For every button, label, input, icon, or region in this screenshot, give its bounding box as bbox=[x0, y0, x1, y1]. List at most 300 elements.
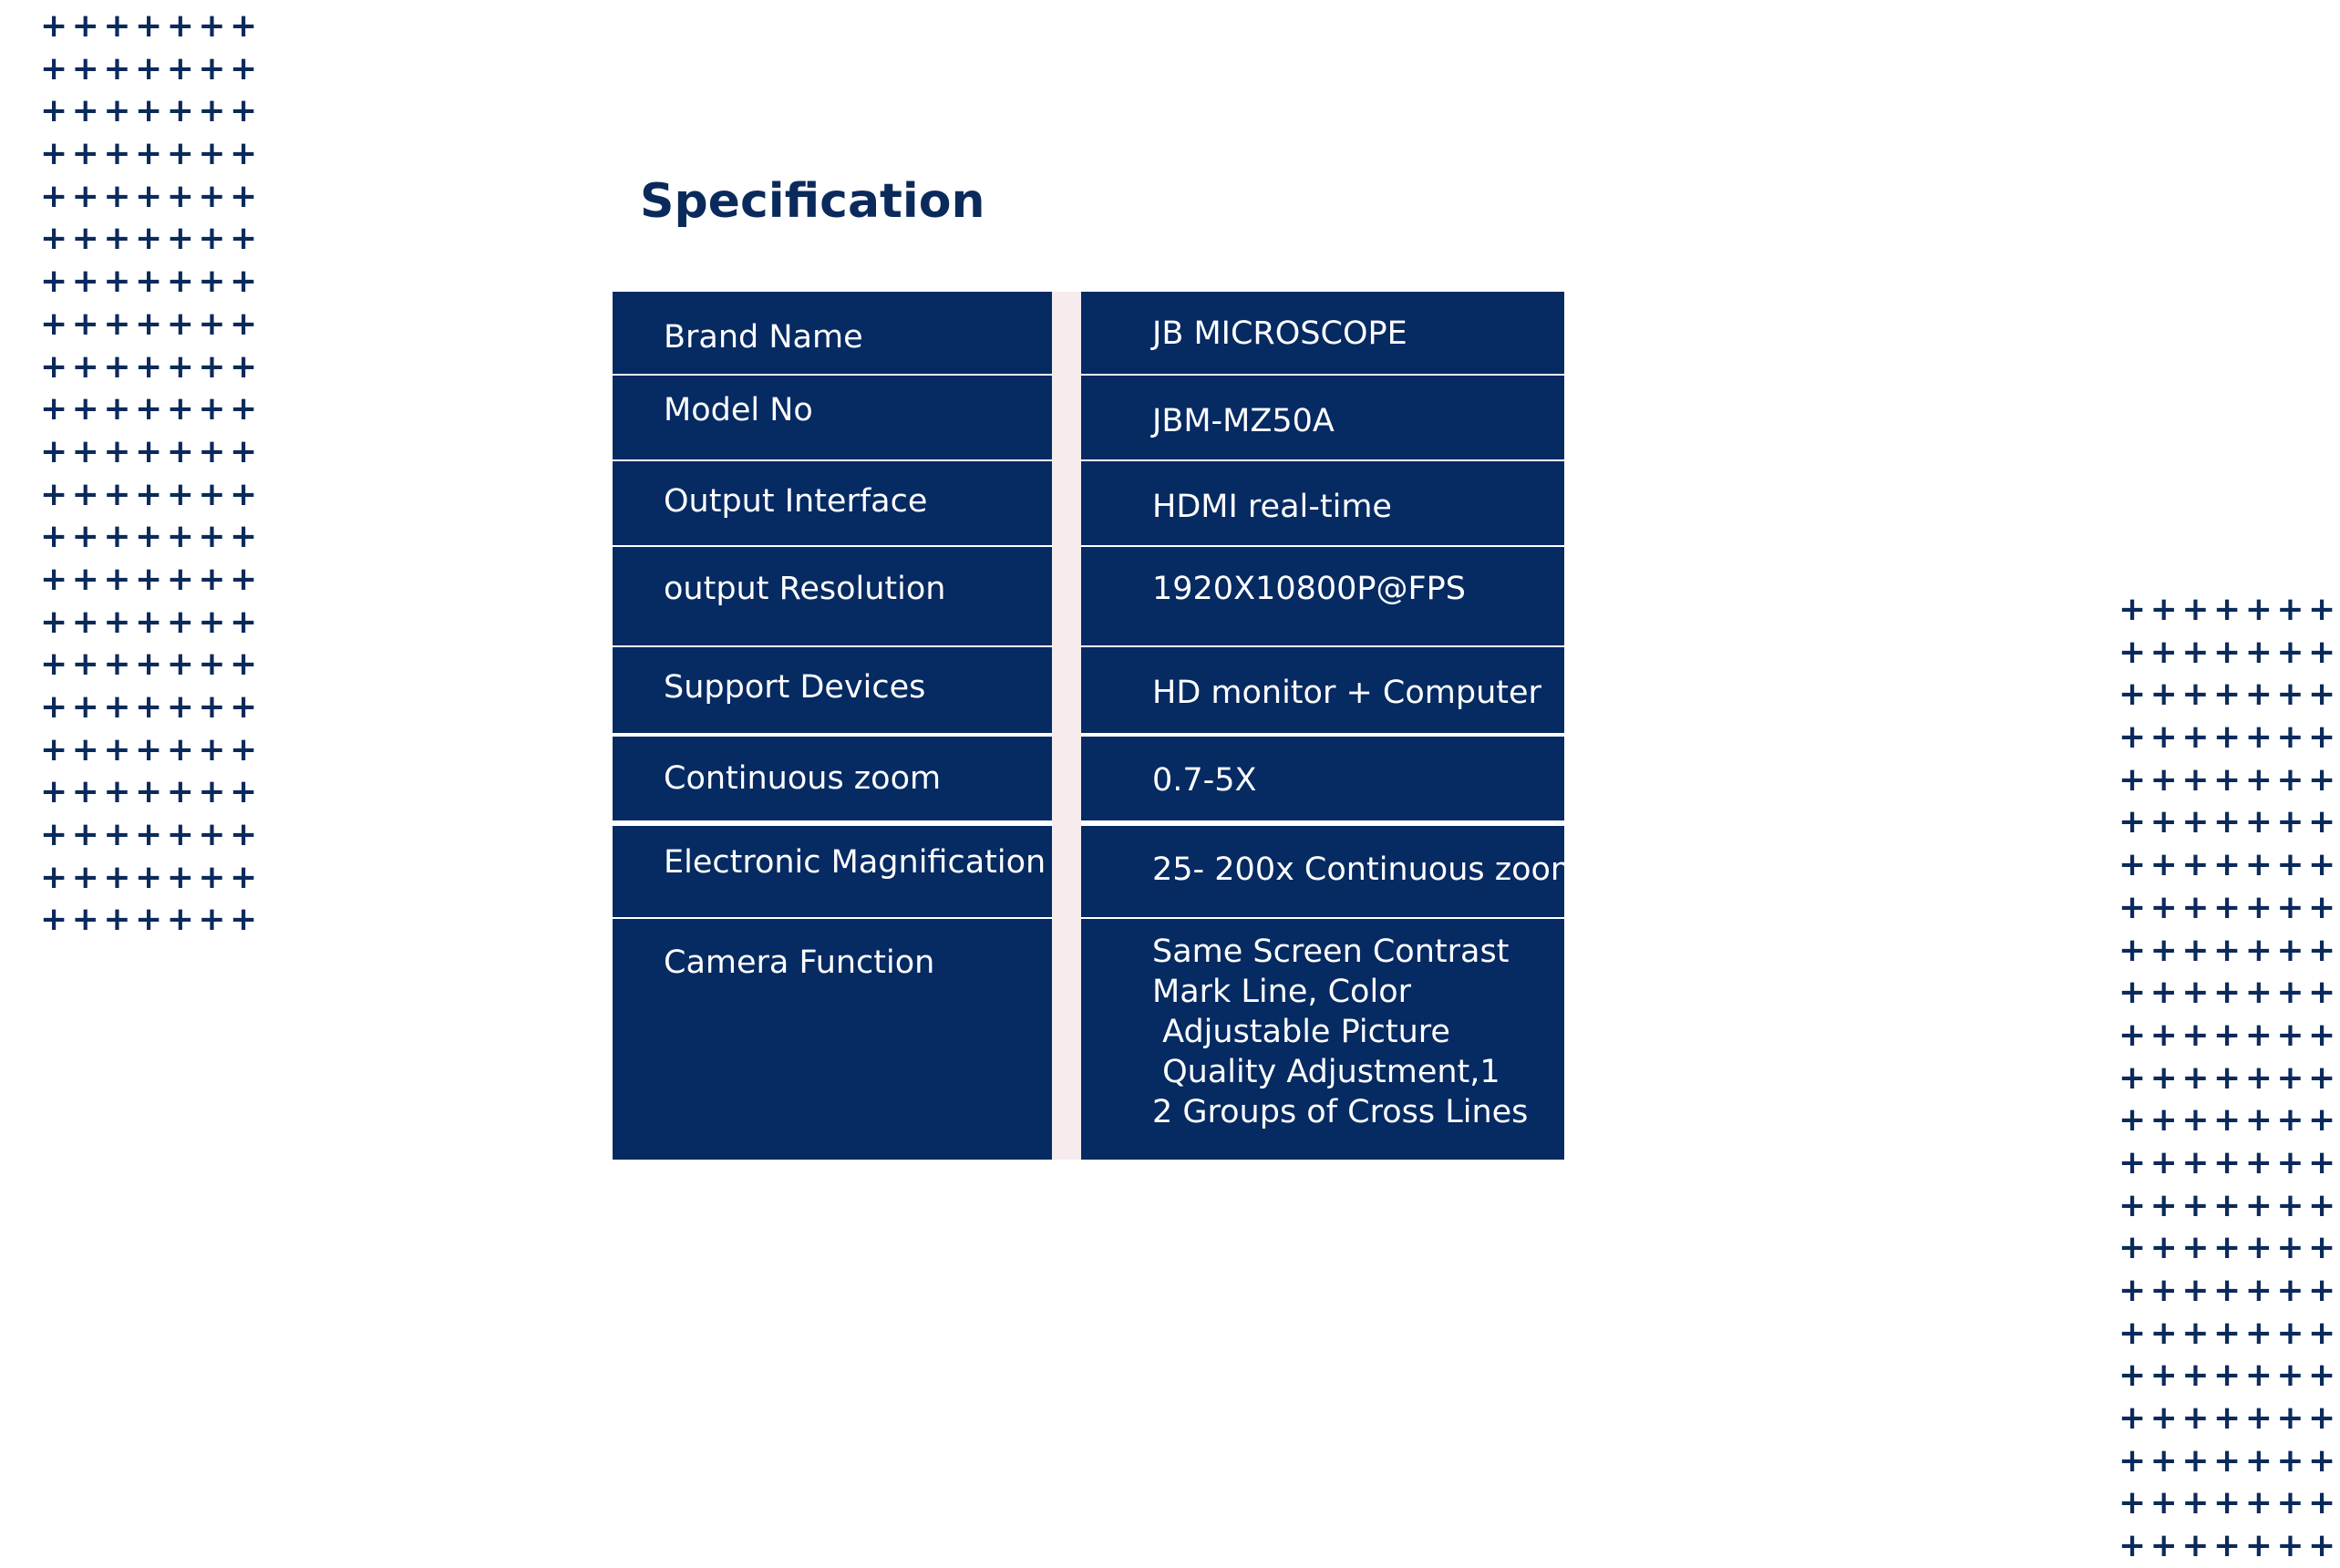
plus-pattern-right bbox=[2118, 589, 2340, 1568]
plus-icon: + bbox=[2276, 888, 2309, 926]
plus-icon: + bbox=[2276, 1272, 2309, 1309]
plus-icon: + bbox=[2308, 846, 2340, 884]
plus-icon: + bbox=[2276, 718, 2309, 757]
plus-icon: + bbox=[2118, 760, 2150, 799]
plus-icon: + bbox=[2308, 1016, 2340, 1054]
plus-row bbox=[2118, 801, 2340, 844]
plus-icon: + bbox=[40, 603, 72, 641]
plus-icon: + bbox=[2181, 1357, 2214, 1395]
plus-icon: + bbox=[2308, 974, 2340, 1012]
spec-row-model-no bbox=[613, 376, 1564, 459]
plus-icon: + bbox=[71, 730, 104, 769]
plus-icon: + bbox=[2149, 803, 2182, 841]
plus-icon: + bbox=[135, 7, 167, 45]
spec-label-cell bbox=[613, 461, 1052, 545]
plus-icon: + bbox=[2149, 1441, 2182, 1480]
plus-icon: + bbox=[2149, 1058, 2182, 1097]
plus-icon: + bbox=[2213, 633, 2245, 671]
plus-icon: + bbox=[2276, 803, 2309, 841]
plus-icon: + bbox=[40, 518, 72, 556]
plus-icon: + bbox=[166, 432, 199, 470]
plus-icon: + bbox=[40, 645, 72, 684]
plus-icon: + bbox=[2213, 1314, 2245, 1352]
plus-icon: + bbox=[135, 135, 167, 173]
plus-icon: + bbox=[2118, 1357, 2150, 1395]
plus-icon: + bbox=[2181, 974, 2214, 1012]
plus-icon: + bbox=[198, 304, 231, 343]
plus-icon: + bbox=[135, 390, 167, 428]
plus-icon: + bbox=[2244, 718, 2277, 757]
plus-row bbox=[2118, 1525, 2340, 1568]
plus-row bbox=[40, 559, 262, 602]
plus-icon: + bbox=[2213, 1101, 2245, 1140]
plus-icon: + bbox=[166, 263, 199, 301]
plus-icon: + bbox=[2213, 1186, 2245, 1224]
plus-icon: + bbox=[2118, 1143, 2150, 1181]
plus-icon: + bbox=[2149, 676, 2182, 714]
plus-icon: + bbox=[2213, 760, 2245, 799]
plus-icon: + bbox=[2181, 1314, 2214, 1352]
plus-icon: + bbox=[2244, 633, 2277, 671]
plus-icon: + bbox=[2118, 1314, 2150, 1352]
plus-icon: + bbox=[135, 49, 167, 88]
plus-icon: + bbox=[2149, 1186, 2182, 1224]
plus-icon: + bbox=[40, 816, 72, 854]
plus-icon: + bbox=[135, 475, 167, 513]
spec-row-continuous-zoom bbox=[613, 737, 1564, 820]
plus-icon: + bbox=[2181, 718, 2214, 757]
plus-icon: + bbox=[2244, 846, 2277, 884]
plus-icon: + bbox=[198, 730, 231, 769]
plus-icon: + bbox=[135, 220, 167, 258]
plus-icon: + bbox=[2244, 1186, 2277, 1224]
spec-value: JB MICROSCOPE bbox=[1152, 315, 1407, 352]
plus-icon: + bbox=[2149, 1357, 2182, 1395]
plus-icon: + bbox=[166, 560, 199, 598]
plus-icon: + bbox=[2244, 1357, 2277, 1395]
plus-icon: + bbox=[2149, 633, 2182, 671]
plus-icon: + bbox=[40, 688, 72, 726]
plus-icon: + bbox=[71, 858, 104, 896]
plus-row bbox=[40, 90, 262, 133]
plus-icon: + bbox=[103, 390, 136, 428]
plus-icon: + bbox=[198, 688, 231, 726]
spec-value: HDMI real-time bbox=[1152, 489, 1392, 525]
plus-icon: + bbox=[166, 858, 199, 896]
plus-icon: + bbox=[71, 645, 104, 684]
plus-row bbox=[40, 814, 262, 857]
plus-icon: + bbox=[198, 645, 231, 684]
plus-icon: + bbox=[103, 773, 136, 811]
plus-icon: + bbox=[2181, 1441, 2214, 1480]
plus-row bbox=[2118, 759, 2340, 802]
plus-icon: + bbox=[2149, 888, 2182, 926]
plus-icon: + bbox=[71, 475, 104, 513]
plus-row bbox=[40, 5, 262, 48]
plus-row bbox=[40, 218, 262, 261]
plus-icon: + bbox=[71, 263, 104, 301]
plus-icon: + bbox=[2244, 1527, 2277, 1565]
plus-icon: + bbox=[40, 390, 72, 428]
plus-icon: + bbox=[40, 177, 72, 215]
plus-icon: + bbox=[71, 135, 104, 173]
plus-row bbox=[2118, 1099, 2340, 1142]
plus-icon: + bbox=[71, 177, 104, 215]
plus-icon: + bbox=[198, 177, 231, 215]
plus-row bbox=[2118, 1227, 2340, 1270]
plus-row bbox=[40, 729, 262, 772]
page-title: Specification bbox=[640, 174, 985, 229]
spec-label-cell bbox=[613, 826, 1052, 917]
plus-icon: + bbox=[230, 816, 262, 854]
plus-icon: + bbox=[2213, 591, 2245, 628]
spec-label-cell bbox=[613, 647, 1052, 733]
plus-icon: + bbox=[230, 560, 262, 598]
plus-icon: + bbox=[2276, 591, 2309, 628]
plus-row bbox=[2118, 1270, 2340, 1313]
plus-icon: + bbox=[2244, 591, 2277, 628]
spec-label: Electronic Magnification bbox=[664, 844, 1046, 881]
plus-icon: + bbox=[40, 135, 72, 173]
plus-icon: + bbox=[2118, 888, 2150, 926]
plus-icon: + bbox=[230, 177, 262, 215]
spec-label: Output Interface bbox=[664, 483, 928, 520]
plus-icon: + bbox=[135, 603, 167, 641]
plus-icon: + bbox=[166, 518, 199, 556]
spec-value-cell bbox=[1081, 461, 1564, 545]
plus-icon: + bbox=[166, 645, 199, 684]
plus-icon: + bbox=[2276, 1101, 2309, 1140]
spec-label: Camera Function bbox=[664, 944, 935, 981]
spec-value: HD monitor + Computer bbox=[1152, 675, 1541, 711]
plus-icon: + bbox=[2276, 931, 2309, 969]
plus-row bbox=[40, 644, 262, 686]
plus-icon: + bbox=[103, 432, 136, 470]
plus-icon: + bbox=[2308, 1314, 2340, 1352]
plus-icon: + bbox=[2149, 1143, 2182, 1181]
plus-icon: + bbox=[2308, 1527, 2340, 1565]
plus-icon: + bbox=[2181, 1484, 2214, 1522]
plus-icon: + bbox=[198, 92, 231, 130]
plus-icon: + bbox=[40, 432, 72, 470]
plus-icon: + bbox=[2276, 1016, 2309, 1054]
plus-icon: + bbox=[40, 901, 72, 939]
plus-icon: + bbox=[135, 518, 167, 556]
plus-icon: + bbox=[2118, 974, 2150, 1012]
plus-icon: + bbox=[40, 475, 72, 513]
spec-table bbox=[613, 292, 1582, 1160]
plus-icon: + bbox=[198, 901, 231, 939]
plus-icon: + bbox=[2181, 1272, 2214, 1309]
plus-icon: + bbox=[230, 603, 262, 641]
plus-icon: + bbox=[2149, 1527, 2182, 1565]
plus-icon: + bbox=[2308, 1186, 2340, 1224]
plus-icon: + bbox=[2213, 1058, 2245, 1097]
plus-row bbox=[2118, 844, 2340, 887]
plus-icon: + bbox=[166, 220, 199, 258]
spec-value-cell bbox=[1081, 292, 1564, 374]
spec-value-cell bbox=[1081, 919, 1564, 1160]
plus-icon: + bbox=[2118, 1527, 2150, 1565]
plus-row bbox=[40, 304, 262, 346]
plus-icon: + bbox=[230, 263, 262, 301]
plus-row bbox=[40, 431, 262, 474]
plus-icon: + bbox=[135, 688, 167, 726]
plus-icon: + bbox=[71, 688, 104, 726]
plus-icon: + bbox=[2308, 1441, 2340, 1480]
plus-icon: + bbox=[2149, 1101, 2182, 1140]
plus-icon: + bbox=[2118, 591, 2150, 628]
plus-row bbox=[2118, 930, 2340, 973]
plus-row bbox=[2118, 717, 2340, 759]
plus-icon: + bbox=[2308, 803, 2340, 841]
spec-row-brand-name bbox=[613, 292, 1564, 374]
plus-icon: + bbox=[2308, 676, 2340, 714]
plus-icon: + bbox=[103, 901, 136, 939]
plus-icon: + bbox=[2149, 1016, 2182, 1054]
plus-icon: + bbox=[230, 49, 262, 88]
plus-icon: + bbox=[71, 560, 104, 598]
plus-icon: + bbox=[103, 475, 136, 513]
plus-icon: + bbox=[2308, 1484, 2340, 1522]
plus-icon: + bbox=[135, 304, 167, 343]
plus-icon: + bbox=[135, 901, 167, 939]
spec-label-cell bbox=[613, 292, 1052, 374]
plus-icon: + bbox=[2181, 1101, 2214, 1140]
plus-icon: + bbox=[71, 304, 104, 343]
spec-value: JBM-MZ50A bbox=[1152, 403, 1335, 439]
plus-icon: + bbox=[166, 730, 199, 769]
plus-icon: + bbox=[2118, 633, 2150, 671]
plus-icon: + bbox=[230, 304, 262, 343]
plus-icon: + bbox=[230, 858, 262, 896]
plus-icon: + bbox=[71, 816, 104, 854]
plus-row bbox=[2118, 1015, 2340, 1057]
plus-icon: + bbox=[2276, 633, 2309, 671]
plus-icon: + bbox=[2244, 888, 2277, 926]
plus-icon: + bbox=[2308, 1229, 2340, 1267]
plus-icon: + bbox=[40, 730, 72, 769]
plus-icon: + bbox=[2213, 676, 2245, 714]
plus-icon: + bbox=[2118, 1186, 2150, 1224]
spec-row-support-devices bbox=[613, 647, 1564, 733]
plus-icon: + bbox=[230, 773, 262, 811]
plus-icon: + bbox=[230, 390, 262, 428]
plus-icon: + bbox=[166, 7, 199, 45]
spec-label: Continuous zoom bbox=[664, 760, 942, 797]
plus-icon: + bbox=[2181, 931, 2214, 969]
plus-icon: + bbox=[2244, 1058, 2277, 1097]
plus-icon: + bbox=[103, 603, 136, 641]
plus-icon: + bbox=[230, 135, 262, 173]
plus-icon: + bbox=[2244, 1441, 2277, 1480]
plus-icon: + bbox=[2276, 1314, 2309, 1352]
plus-row bbox=[2118, 1313, 2340, 1356]
plus-icon: + bbox=[166, 390, 199, 428]
plus-icon: + bbox=[166, 901, 199, 939]
plus-icon: + bbox=[135, 730, 167, 769]
plus-icon: + bbox=[2244, 1484, 2277, 1522]
spec-value-cell bbox=[1081, 826, 1582, 917]
plus-icon: + bbox=[2244, 803, 2277, 841]
plus-row bbox=[40, 48, 262, 91]
plus-row bbox=[2118, 1057, 2340, 1100]
plus-icon: + bbox=[103, 858, 136, 896]
plus-icon: + bbox=[2213, 931, 2245, 969]
plus-row bbox=[40, 261, 262, 304]
plus-icon: + bbox=[2213, 1272, 2245, 1309]
plus-icon: + bbox=[2118, 846, 2150, 884]
plus-icon: + bbox=[2276, 1357, 2309, 1395]
plus-icon: + bbox=[2149, 1229, 2182, 1267]
plus-icon: + bbox=[2181, 846, 2214, 884]
spec-label-cell bbox=[613, 919, 1052, 1160]
plus-icon: + bbox=[40, 263, 72, 301]
plus-icon: + bbox=[2149, 591, 2182, 628]
plus-icon: + bbox=[103, 92, 136, 130]
plus-icon: + bbox=[2118, 803, 2150, 841]
plus-row bbox=[2118, 1482, 2340, 1525]
spec-value: Same Screen Contrast Mark Line, Color Adjustable Picture Quality Adjustment,1 2 Groups of Cross Lines bbox=[1152, 934, 1529, 1130]
plus-row bbox=[2118, 632, 2340, 675]
plus-icon: + bbox=[230, 92, 262, 130]
plus-icon: + bbox=[198, 603, 231, 641]
plus-icon: + bbox=[198, 7, 231, 45]
plus-icon: + bbox=[103, 816, 136, 854]
plus-icon: + bbox=[2118, 1272, 2150, 1309]
plus-icon: + bbox=[103, 263, 136, 301]
plus-row bbox=[40, 176, 262, 219]
plus-icon: + bbox=[135, 816, 167, 854]
plus-icon: + bbox=[2181, 760, 2214, 799]
plus-icon: + bbox=[2181, 1058, 2214, 1097]
plus-icon: + bbox=[2308, 1101, 2340, 1140]
plus-icon: + bbox=[40, 92, 72, 130]
plus-icon: + bbox=[135, 432, 167, 470]
spec-value-cell bbox=[1081, 647, 1564, 733]
plus-icon: + bbox=[230, 688, 262, 726]
spec-row-output-resolution bbox=[613, 547, 1564, 645]
plus-icon: + bbox=[2308, 1058, 2340, 1097]
plus-icon: + bbox=[2181, 676, 2214, 714]
plus-icon: + bbox=[71, 7, 104, 45]
plus-row bbox=[40, 857, 262, 900]
plus-icon: + bbox=[2276, 676, 2309, 714]
plus-icon: + bbox=[2244, 1399, 2277, 1438]
plus-icon: + bbox=[2118, 1058, 2150, 1097]
plus-icon: + bbox=[2213, 1357, 2245, 1395]
plus-icon: + bbox=[40, 304, 72, 343]
plus-icon: + bbox=[166, 773, 199, 811]
plus-icon: + bbox=[71, 347, 104, 386]
plus-icon: + bbox=[166, 49, 199, 88]
plus-icon: + bbox=[166, 135, 199, 173]
plus-icon: + bbox=[2213, 1441, 2245, 1480]
plus-icon: + bbox=[2244, 974, 2277, 1012]
plus-row bbox=[40, 346, 262, 389]
plus-icon: + bbox=[103, 688, 136, 726]
plus-icon: + bbox=[103, 7, 136, 45]
plus-icon: + bbox=[198, 135, 231, 173]
plus-icon: + bbox=[2276, 1441, 2309, 1480]
plus-icon: + bbox=[166, 347, 199, 386]
plus-icon: + bbox=[135, 645, 167, 684]
plus-icon: + bbox=[2308, 888, 2340, 926]
plus-icon: + bbox=[166, 816, 199, 854]
plus-icon: + bbox=[2276, 1527, 2309, 1565]
plus-icon: + bbox=[2149, 1314, 2182, 1352]
plus-row bbox=[40, 474, 262, 517]
plus-icon: + bbox=[2244, 931, 2277, 969]
plus-icon: + bbox=[2244, 760, 2277, 799]
plus-icon: + bbox=[2244, 1016, 2277, 1054]
plus-icon: + bbox=[71, 603, 104, 641]
plus-row bbox=[40, 388, 262, 431]
plus-pattern-left bbox=[40, 5, 262, 942]
plus-row bbox=[40, 899, 262, 942]
plus-row bbox=[2118, 887, 2340, 930]
plus-icon: + bbox=[230, 518, 262, 556]
plus-icon: + bbox=[166, 92, 199, 130]
plus-icon: + bbox=[198, 858, 231, 896]
plus-icon: + bbox=[2276, 846, 2309, 884]
spec-label-cell bbox=[613, 376, 1052, 459]
plus-icon: + bbox=[166, 475, 199, 513]
plus-icon: + bbox=[2181, 633, 2214, 671]
plus-icon: + bbox=[230, 432, 262, 470]
spec-value: 1920X10800P@FPS bbox=[1152, 571, 1466, 607]
plus-icon: + bbox=[2149, 760, 2182, 799]
plus-icon: + bbox=[40, 7, 72, 45]
plus-icon: + bbox=[71, 92, 104, 130]
plus-icon: + bbox=[2213, 1016, 2245, 1054]
spec-value: 25- 200x Continuous zoom bbox=[1152, 851, 1582, 888]
plus-icon: + bbox=[166, 688, 199, 726]
spec-value: 0.7-5X bbox=[1152, 762, 1257, 799]
plus-icon: + bbox=[103, 135, 136, 173]
plus-icon: + bbox=[2149, 1399, 2182, 1438]
plus-icon: + bbox=[2213, 1484, 2245, 1522]
plus-icon: + bbox=[2308, 1272, 2340, 1309]
spec-row-electronic-magnification bbox=[613, 826, 1582, 917]
plus-icon: + bbox=[2181, 1527, 2214, 1565]
plus-icon: + bbox=[103, 518, 136, 556]
plus-icon: + bbox=[2276, 1186, 2309, 1224]
plus-icon: + bbox=[230, 730, 262, 769]
plus-icon: + bbox=[198, 347, 231, 386]
plus-icon: + bbox=[2213, 974, 2245, 1012]
plus-icon: + bbox=[103, 49, 136, 88]
plus-icon: + bbox=[2181, 591, 2214, 628]
plus-icon: + bbox=[230, 220, 262, 258]
plus-icon: + bbox=[135, 92, 167, 130]
plus-icon: + bbox=[230, 901, 262, 939]
spec-label: Model No bbox=[664, 392, 813, 428]
spec-label: Brand Name bbox=[664, 319, 863, 356]
plus-icon: + bbox=[2118, 1441, 2150, 1480]
plus-row bbox=[2118, 1398, 2340, 1440]
plus-row bbox=[2118, 1142, 2340, 1185]
plus-icon: + bbox=[2181, 1143, 2214, 1181]
plus-icon: + bbox=[135, 347, 167, 386]
plus-icon: + bbox=[71, 432, 104, 470]
plus-icon: + bbox=[2308, 931, 2340, 969]
plus-icon: + bbox=[71, 518, 104, 556]
plus-icon: + bbox=[2149, 931, 2182, 969]
plus-icon: + bbox=[103, 645, 136, 684]
plus-row bbox=[2118, 674, 2340, 717]
plus-icon: + bbox=[40, 858, 72, 896]
